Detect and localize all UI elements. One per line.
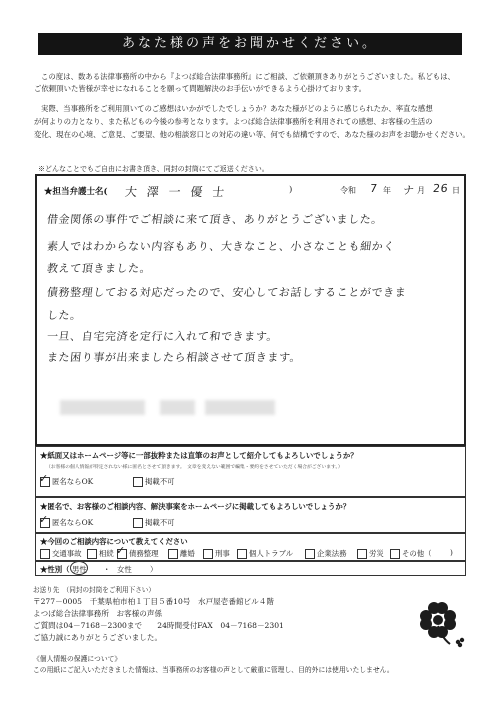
- gender-female[interactable]: 女性: [117, 565, 132, 574]
- option-label: 債務整理: [129, 549, 159, 558]
- gender-separator: ・: [103, 565, 111, 574]
- checkmark-icon: ✓: [39, 513, 49, 526]
- privacy-text: この用紙にご記入いただきました情報は、当事務所のお客様の声として厳重に管理し、目的外には使用いたしません。: [33, 666, 394, 674]
- option-label: 企業法務: [317, 549, 347, 558]
- date-year-unit: 年: [383, 186, 391, 195]
- footer-thanks: ご協力誠にありがとうございました。: [33, 633, 163, 642]
- redacted-signature-2: [160, 400, 195, 415]
- intro-line-4: が何よりの力となり、また私どもの今後の参考となります。よつば総合法律事務所を利用されての感想、お客様の生活の: [34, 117, 433, 126]
- q3-option-debt[interactable]: [116, 544, 159, 559]
- checkbox[interactable]: [133, 518, 143, 528]
- q3-option-divorce[interactable]: [168, 548, 195, 559]
- comment-line-3: 教えて頂きました。: [46, 262, 153, 275]
- option-label: 個人トラブル: [249, 549, 294, 558]
- checkbox[interactable]: [40, 549, 50, 559]
- q1-option-anonymous-label: 匿名ならOK: [52, 477, 94, 486]
- q3-option-corporate[interactable]: [305, 548, 347, 559]
- intro-line-3: 実際、当事務所をご利用頂いてのご感想はいかがでしたでしょうか？あなた様がどのように感じられたか、率直な感想: [41, 104, 433, 113]
- option-label: 交通事故: [52, 549, 82, 558]
- checkmark-icon: ✓: [116, 544, 126, 557]
- q1-option-anonymous[interactable]: [39, 472, 94, 487]
- privacy-title: 《個人情報の保護について》: [33, 655, 122, 663]
- redacted-signature-1: [60, 400, 145, 415]
- intro-line-5: 変化、現在の心境、ご意見、ご要望、他の相談窓口との対応の違い等、何でも結構ですので、あなた様のお声をお聴かせください。: [34, 130, 470, 139]
- question-2-text: ★匿名で、お客様のご相談内容、解決事案をホームページに掲載してもよろしいでしょうか？: [40, 502, 351, 511]
- q3-option-criminal[interactable]: [203, 548, 230, 559]
- q2-option-no-label: 掲載不可: [145, 518, 175, 527]
- comment-line-4: 債務整理しておる対応だったので、安心してお話しすることができま: [46, 286, 408, 299]
- q3-option-labor[interactable]: [357, 548, 384, 559]
- option-label: 相続: [99, 549, 114, 558]
- option-label: 離婚: [180, 549, 195, 558]
- question-4-box: [35, 561, 466, 576]
- option-label: その他（: [402, 549, 432, 558]
- checkbox[interactable]: [237, 549, 247, 559]
- checkbox[interactable]: [357, 549, 367, 559]
- q1-option-no-label: 掲載不可: [145, 477, 175, 486]
- date-day-unit: 日: [452, 186, 460, 195]
- comment-line-1: 借金関係の事件でご相談に来て頂き、ありがとうございました。: [46, 213, 384, 226]
- gender-male[interactable]: 男性: [72, 565, 87, 574]
- q2-option-anonymous-label: 匿名ならOK: [52, 518, 94, 527]
- footer-address: 〒277－0005 千葉県柏市柏１丁目５番10号 水戸屋壱番館ビル４階: [33, 597, 274, 606]
- q3-option-inheritance[interactable]: [87, 548, 114, 559]
- lawyer-close: ): [289, 185, 293, 195]
- checkmark-icon: ✓: [39, 472, 49, 485]
- intro-line-2: ご依頼頂いた皆様が幸せになれることを願って問題解決のお手伝いができるよう心掛けております。: [34, 84, 366, 93]
- page-title: あなた様の声をお聞かせください。: [38, 33, 462, 55]
- option-label: 刑事: [215, 549, 230, 558]
- lawyer-label: ★担当弁護士名(: [44, 187, 108, 197]
- return-note: ※どんなことでもご自由にお書き頂き、同封の封筒にてご返送ください。: [38, 165, 269, 173]
- circle-mark-icon: [70, 561, 88, 575]
- intro-line-1: この度は、数ある法律事務所の中から『よつば総合法律事務所』にご相談、ご依頼頂きありがとうございました。私どもは、: [41, 72, 455, 81]
- footer-organization: よつば総合法律事務所 お客様の声係: [33, 609, 163, 618]
- footer-destination: お送り先 （同封の封筒をご利用下さい）: [33, 586, 155, 594]
- comment-line-5: した。: [46, 309, 83, 322]
- clover-icon: [412, 596, 468, 648]
- lawyer-name: 大 澤 一 優 士: [124, 185, 228, 199]
- comment-line-7: また困り事が出来ましたら相談させて頂きます。: [46, 351, 302, 364]
- checkbox[interactable]: [390, 549, 400, 559]
- q3-other-close: ): [450, 548, 453, 557]
- question-3-text: ★今回のご相談内容について教えてください: [40, 537, 188, 546]
- checkbox[interactable]: [168, 549, 178, 559]
- question-1-subnote: （お客様の個人情報が特定されない様に匿名とさせて頂きます。 文章を変えない範囲で編集・要約をさせていただく場合がございます。）: [46, 465, 343, 470]
- date-month: ナ: [402, 184, 416, 197]
- checkbox[interactable]: [203, 549, 213, 559]
- checkbox[interactable]: [87, 549, 97, 559]
- date-day: 26: [432, 182, 449, 195]
- q3-option-personal[interactable]: [237, 548, 293, 559]
- date-month-unit: 月: [417, 186, 425, 195]
- checkbox[interactable]: [133, 477, 143, 487]
- q2-option-no[interactable]: [133, 517, 175, 528]
- question-1-text: ★紙面又はホームページ等に一部抜粋または直筆のお声として紹介してもよろしいでしょうか？: [40, 451, 358, 460]
- gender-close: ）: [150, 565, 158, 574]
- q3-option-other[interactable]: [390, 548, 432, 559]
- date-era: 令和: [340, 186, 356, 195]
- option-label: 労災: [369, 549, 384, 558]
- redacted-signature-3: [205, 400, 275, 415]
- comment-line-2: 素人ではわからない内容もあり、大きなこと、小さなことも細かく: [46, 240, 396, 253]
- date-year: 7: [369, 182, 379, 195]
- q2-option-anonymous[interactable]: [39, 513, 94, 528]
- footer-phone: ご質問は04－7168－2300まで 24時間受付FAX 04－7168－2301: [33, 621, 284, 630]
- gender-label: ★性別（: [40, 565, 70, 574]
- q3-option-traffic[interactable]: [40, 548, 82, 559]
- checkbox[interactable]: [305, 549, 315, 559]
- q1-option-no[interactable]: [133, 476, 175, 487]
- comment-line-6: 一旦、自宅完済を定行に入れて和できます。: [46, 330, 279, 343]
